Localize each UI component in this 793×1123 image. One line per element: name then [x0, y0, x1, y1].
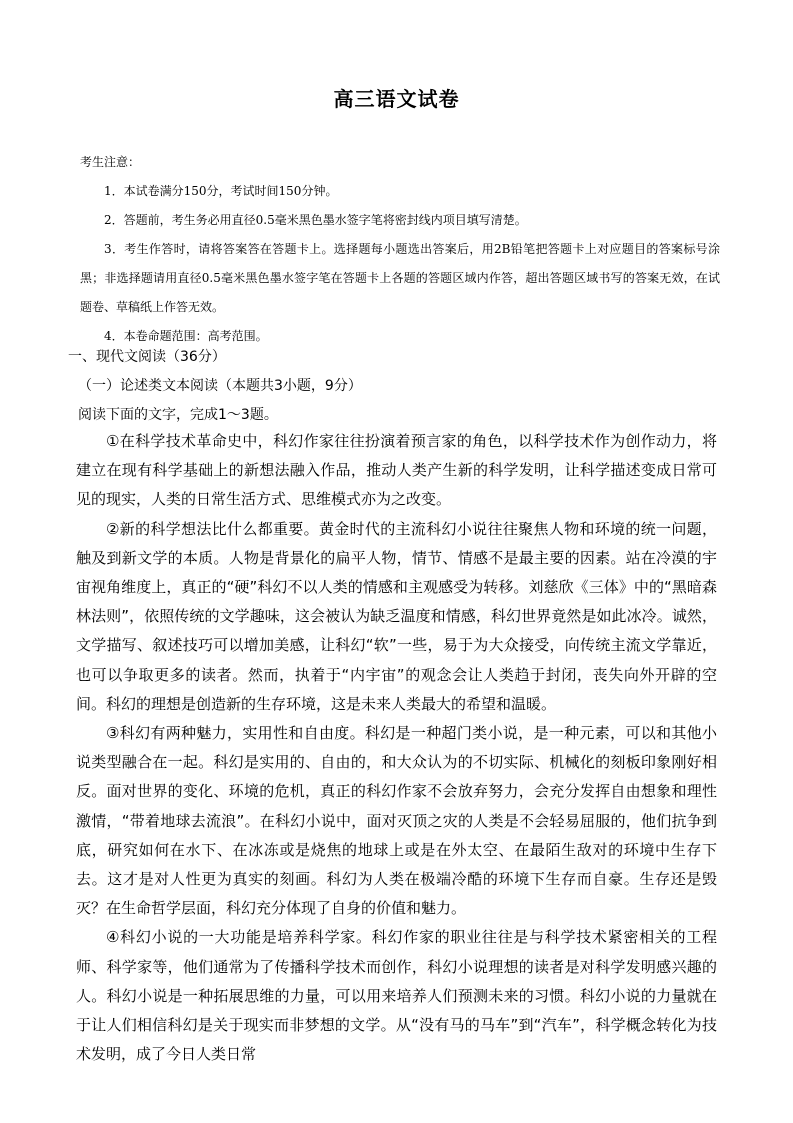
- reading-passage: [76, 427, 717, 1069]
- passage-paragraph: ③科幻有两种魅力，实用性和自由度。科幻是一种超门类小说，是一种元素，可以和其他小说类型融合在一起。科幻是实用的、自由的，和大众认为的不切实际、机械化的刻板印象刚好相反。面对世界的变化、环境的危机，真正的科幻作家不会放弃努力，会充分发挥自由想象和理性激情，“带着地球去流浪”。在科幻小说中，面对灭顶之灾的人类是不会轻易屈服的，他们抗争到底，研究如何在水下、在冰冻或是烧焦的地球上或是在外太空、在最陌生敌对的环境中生存下去。这才是对人性更为真实的刻画。科幻为人类在极端冷酷的环境下生存而自豪。生存还是毁灭？在生命哲学层面，科幻充分体现了自身的价值和魅力。: [76, 724, 717, 918]
- note-item: 3．考生作答时，请将答案答在答题卡上。选择题每小题选出答案后，用2B铅笔把答题卡上对应题目的答案标号涂黑；非选择题请用直径0.5毫米黑色墨水签字笔在答题卡上各题的答题区域内作答，超出答题区域书写的答案无效，在试题卷、草稿纸上作答无效。: [80, 242, 720, 314]
- note-item: 4．本卷命题范围：高考范围。: [104, 329, 268, 343]
- candidate-notes: [80, 148, 720, 351]
- reading-instruction: 阅读下面的文字，完成1～3题。: [78, 407, 278, 423]
- note-item: 2．答题前，考生务必用直径0.5毫米黑色墨水签字笔将密封线内项目填写清楚。: [104, 213, 527, 227]
- page-title: 高三语文试卷: [333, 87, 460, 111]
- passage-paragraph: ①在科学技术革命史中，科幻作家往往扮演着预言家的角色，以科学技术作为创作动力，将建立在现有科学基础上的新想法融入作品，推动人类产生新的科学发明，让科学描述变成日常可见的现实，人类的日常生活方式、思维模式亦为之改变。: [76, 432, 717, 509]
- subsection-heading: （一）论述类文本阅读（本题共3小题，9分）: [78, 378, 362, 394]
- passage-paragraph: ②新的科学想法比什么都重要。黄金时代的主流科幻小说往往聚焦人物和环境的统一问题，触及到新文学的本质。人物是背景化的扁平人物，情节、情感不是最主要的因素。站在冷漠的宇宙视角维度上，真正的“硬”科幻不以人类的情感和主观感受为转移。刘慈欣《三体》中的“黑暗森林法则”，依照传统的文学趣味，这会被认为缺乏温度和情感，科幻世界竟然是如此冰冷。诚然，文学描写、叙述技巧可以增加美感，让科幻“软”一些，易于为大众接受，向传统主流文学靠近，也可以争取更多的读者。然而，执着于“内宇宙”的观念会让人类趋于封闭，丧失向外开辟的空间。科幻的理想是创造新的生存环境，这是未来人类最大的希望和温暖。: [76, 519, 717, 713]
- section-heading: 一、现代文阅读（36分）: [68, 349, 226, 365]
- passage-paragraph: ④科幻小说的一大功能是培养科学家。科幻作家的职业往往是与科学技术紧密相关的工程师、科学家等，他们通常为了传播科学技术而创作，科幻小说理想的读者是对科学发明感兴趣的人。科幻小说是一种拓展思维的力量，可以用来培养人们预测未来的习惯。科幻小说的力量就在于让人们相信科幻是关于现实而非梦想的文学。从“没有马的马车”到“汽车”，科学概念转化为技术发明，成了今日人类日常: [76, 928, 717, 1064]
- notes-label: 考生注意：: [80, 155, 141, 169]
- note-item: 1．本试卷满分150分，考试时间150分钟。: [104, 184, 338, 198]
